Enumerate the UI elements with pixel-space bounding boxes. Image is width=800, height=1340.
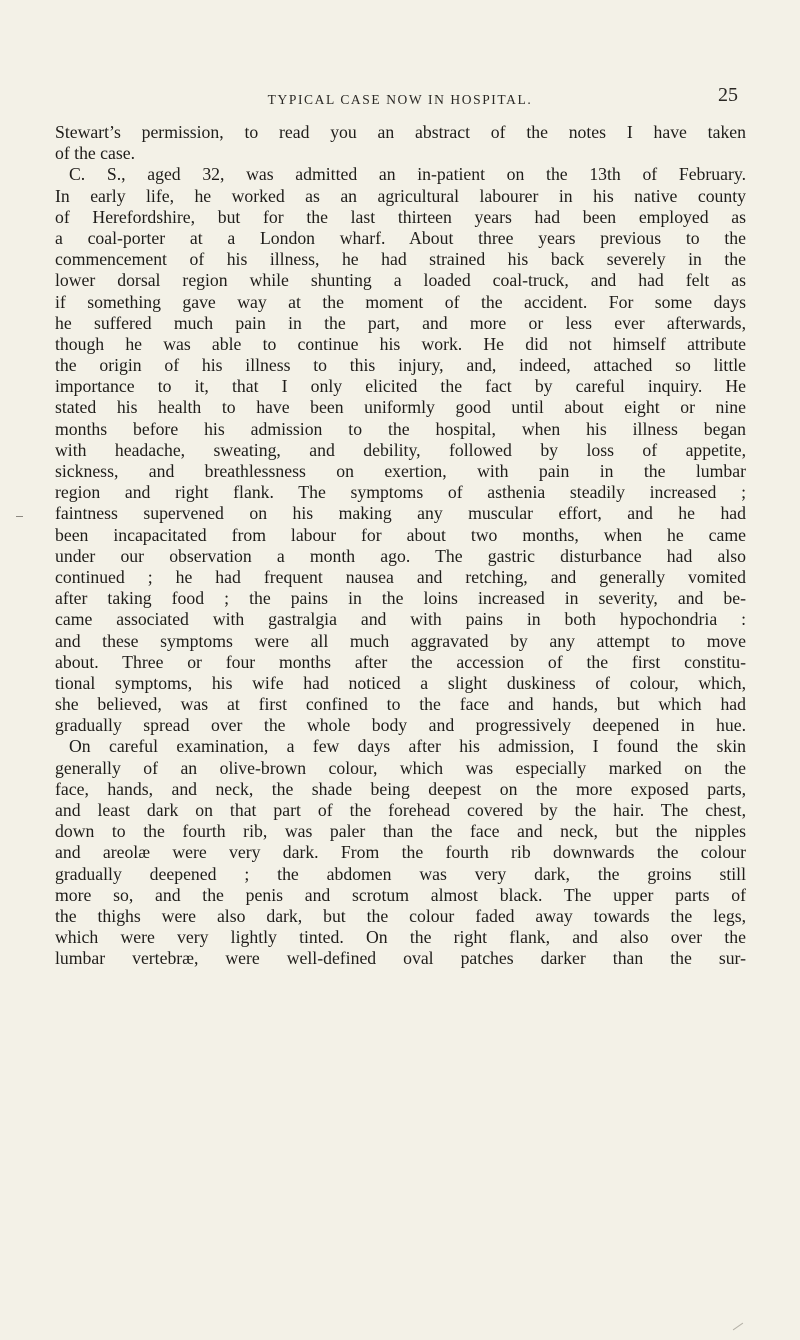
text-line: C. S., aged 32, was admitted an in-patient on the 13th of February. [69,164,746,185]
text-line: importance to it, that I only elicited the fact by careful inquiry. He [55,376,746,397]
text-line: about. Three or four months after the accession of the first constitu- [55,651,746,672]
text-line: months before his admission to the hospital, when his illness began [55,418,746,439]
text-line: gradually spread over the whole body and progressively deepened in hue. [55,715,746,736]
text-line: came associated with gastralgia and with pains in both hypochondria : [55,609,746,630]
text-line: continued ; he had frequent nausea and retching, and generally vomited [55,566,746,587]
text-line: and least dark on that part of the forehead covered by the hair. The chest, [55,800,746,820]
text-line: In early life, he worked as an agricultural labourer in his native county [55,185,746,206]
text-line: he suffered much pain in the part, and more or less ever afterwards, [55,312,746,333]
text-line: lower dorsal region while shunting a loaded coal-truck, and had felt as [55,270,746,291]
running-head [0,84,800,112]
text-line: if something gave way at the moment of the accident. For some days [55,291,746,312]
text-line: a coal-porter at a London wharf. About three years previous to the [55,227,746,248]
text-line: and these symptoms were all much aggravated by any attempt to move [55,630,746,651]
margin-mark [16,516,23,517]
text-line: though he was able to continue his work. He did not himself attribute [55,333,746,354]
text-line: face, hands, and neck, the shade being deepest on the more exposed parts, [55,778,746,799]
page-number: 25 [718,84,738,106]
text-line: down to the fourth rib, was paler than the face and neck, but the nipples [55,821,746,842]
text-line: gradually deepened ; the abdomen was very dark, the groins still [55,863,746,884]
text-line: of the case. [55,143,136,164]
text-line: with headache, sweating, and debility, followed by loss of appetite, [55,439,746,460]
text-line: and areolæ were very dark. From the fourth rib downwards the colour [55,842,746,863]
text-line: which were very lightly tinted. On the right flank, and also over the [55,927,746,948]
text-line: generally of an olive-brown colour, which was especially marked on the [55,757,746,778]
text-line: region and right flank. The symptoms of asthenia steadily increased ; [55,482,746,503]
text-line: faintness supervened on his making any muscular effort, and he had [55,503,746,524]
text-line: under our observation a month ago. The gastric disturbance had also [55,545,746,566]
text-line: after taking food ; the pains in the loins increased in severity, and be- [55,588,746,609]
text-line: the thighs were also dark, but the colour faded away towards the legs, [55,905,746,926]
running-title: TYPICAL CASE NOW IN HOSPITAL. [267,92,533,107]
text-line: Stewart’s permission, to read you an abstract of the notes I have taken [55,122,746,142]
text-line: commencement of his illness, he had strained his back severely in the [55,249,746,270]
text-line: more so, and the penis and scrotum almost black. The upper parts of [55,884,746,905]
text-line: stated his health to have been uniformly good until about eight or nine [55,397,746,418]
text-line: On careful examination, a few days after his admission, I found the skin [69,736,746,757]
text-line: she believed, was at first confined to the face and hands, but which had [55,694,746,715]
text-line: tional symptoms, his wife had noticed a slight duskiness of colour, which, [55,672,746,693]
page-corner-mark [733,1323,743,1331]
body-text [55,122,746,970]
text-line: the origin of his illness to this injury, and, indeed, attached so little [55,355,746,376]
text-line: of Herefordshire, but for the last thirteen years had been employed as [55,206,746,227]
text-line: been incapacitated from labour for about two months, when he came [55,524,746,545]
text-line: sickness, and breathlessness on exertion, with pain in the lumbar [55,461,746,481]
text-line: lumbar vertebræ, were well-defined oval patches darker than the sur- [55,948,746,969]
